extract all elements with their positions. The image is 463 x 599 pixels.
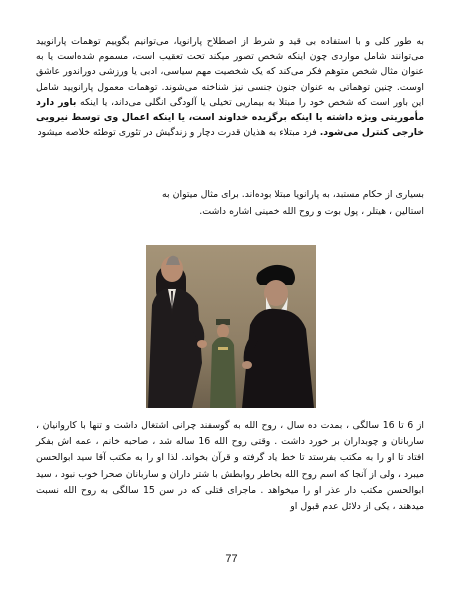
- paragraph-biography-text: از 6 تا 16 سالگی ، بمدت ده سال ، روح الله به گوسفند چرانی اشتغال داشت و تنها با کاروانیان ، ساربانان و چوبداران بر خورد داشت . وقتی روح الله 16 ساله شد ، صاحبه خانم ، عمه اش بفکر افتاد تا او را به مکتب بفرستد تا خط یاد گرفته و قرآن بخواند. لذا او را به مکتب آقا سید ابوالحسن میبرد ، ولی از آنجا که اسم روح الله بخاطر روابطش با شتر داران و ساربانان صحرا خوب نبود ، سید ابوالحسن مکتب دار عذر او را میخواهد . ماجرای قتلی که در سن 15 سالگی به روح الله نسبت میدهند ، یکی از دلائل عدم قبول او: [36, 420, 424, 513]
- paragraph-dictators-line-2: استالین ، هیتلر ، پول بوت و روح الله خمینی اشاره داشت.: [199, 206, 424, 217]
- paragraph-paranoia: [36, 34, 424, 140]
- page-number: 77: [225, 553, 238, 565]
- historical-photo-illustration: [146, 245, 316, 408]
- paragraph-paranoia-bold: باور دارد مأموریتی ویژه داشته یا اینکه برگزیده خداوند است، یا اینکه اعمال وی توسط نیرویی خارجی کنترل می‌شود.: [36, 96, 424, 139]
- paragraph-paranoia-part-1: به طور کلی و با استفاده بی قید و شرط از اصطلاح پارانویا، می‌توانیم بگوییم توهمات پارانویید می‌توانند شامل مواردی چون اینکه شخص تصور میکند تحت تعقیب است، مسموم شده‌است یا به عنوان مثال شخص متوهم فکر می‌کند که یک شخصیت مهم سیاسی، ادبی یا ورزشی دوراندور عاشق اوست. چنین توهماتی به عنوان جنون جنسی نیز شناخته می‌شوند. توهمات معمول پارانویید شامل این باور است که شخص خود را مبتلا به بیماریی تخیلی یا آلودگی انگلی می‌داند، یا اینکه: [36, 36, 424, 108]
- historical-photo: [146, 245, 316, 408]
- paragraph-biography: [36, 418, 424, 515]
- paragraph-paranoia-part-2: فرد مبتلاء به هذیان قدرت دچار و زندگیش در تئوری توطئه خلاصه میشود: [37, 127, 320, 139]
- paragraph-dictators: [36, 186, 424, 220]
- paragraph-dictators-line-1: بسیاری از حکام مستبد، به پارانویا مبتلا بوده‌اند. برای مثال میتوان به: [161, 189, 424, 200]
- paragraph-paranoia-text: [36, 34, 424, 140]
